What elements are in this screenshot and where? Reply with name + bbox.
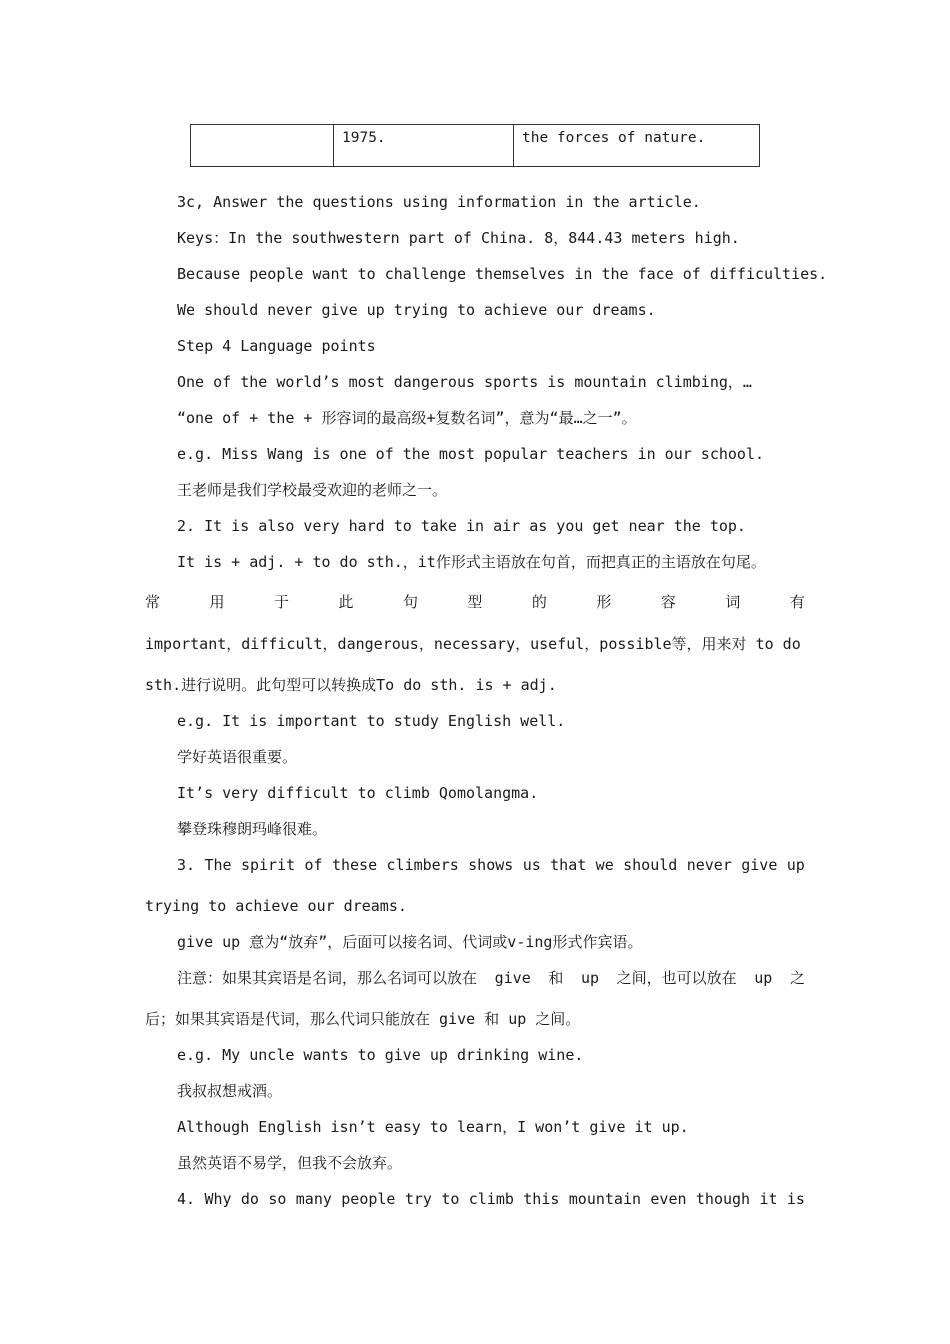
- word: of: [304, 856, 323, 874]
- example-sentence: Although English isn’t easy to learn，I won’t give it up.: [177, 1118, 689, 1136]
- word: should: [623, 856, 678, 874]
- translation: 我叔叔想戒酒。: [177, 1082, 283, 1100]
- justified-line: [177, 855, 805, 875]
- translation: 王老师是我们学校最受欢迎的老师之一。: [177, 481, 448, 499]
- word: 有: [789, 593, 805, 611]
- example-sentence: It’s very difficult to climb Qomolangma.: [177, 784, 539, 802]
- word: 的: [531, 593, 547, 611]
- word: to: [441, 1190, 460, 1208]
- word: never: [686, 856, 732, 874]
- word: do: [240, 1190, 259, 1208]
- example-sentence: e.g. It is important to study English well.: [177, 712, 566, 730]
- word: mountain: [568, 1190, 642, 1208]
- word: 之间，也可以放在: [616, 969, 737, 987]
- answer-line: We should never give up trying to achieve our dreams.: [177, 301, 656, 319]
- table-fragment: [190, 124, 760, 167]
- exercise-heading: 3c, Answer the questions using information in the article.: [177, 193, 701, 211]
- answer-line: Because people want to challenge themselves in the face of difficulties.: [177, 265, 828, 283]
- table-row: [191, 125, 760, 167]
- grammar-note: It is + adj. + to do sth.，it作形式主语放在句首，而把真正的主语放在句尾。: [177, 553, 766, 571]
- grammar-note: “one of + the + 形容词的最高级+复数名词”，意为“最…之一”。: [177, 409, 637, 427]
- word: give: [741, 856, 778, 874]
- word: 和: [548, 969, 564, 987]
- word: shows: [468, 856, 514, 874]
- word: 3.: [177, 856, 196, 874]
- word: so: [268, 1190, 287, 1208]
- point-heading-cont: trying to achieve our dreams.: [145, 897, 407, 915]
- word: this: [523, 1190, 560, 1208]
- word: up: [580, 969, 600, 987]
- word: 形: [596, 593, 612, 611]
- grammar-note: important，difficult，dangerous，necessary，useful，possible等，用来对 to do: [145, 635, 801, 653]
- word: us: [522, 856, 541, 874]
- table-cell: [191, 125, 334, 167]
- word: many: [295, 1190, 332, 1208]
- word: though: [695, 1190, 751, 1208]
- translation: 虽然英语不易学，但我不会放弃。: [177, 1154, 403, 1172]
- translation: 学好英语很重要。: [177, 748, 298, 766]
- word: we: [595, 856, 614, 874]
- word: 常: [145, 593, 161, 611]
- example-sentence: e.g. Miss Wang is one of the most popular teachers in our school.: [177, 445, 764, 463]
- word: 型: [467, 593, 483, 611]
- word: 容: [660, 593, 676, 611]
- word: people: [341, 1190, 396, 1208]
- justified-line: [177, 1189, 805, 1209]
- word: 词: [725, 593, 741, 611]
- table-cell: 1975.: [334, 125, 514, 167]
- point-heading: 2. It is also very hard to take in air as you get near the top.: [177, 517, 746, 535]
- word: is: [786, 1190, 805, 1208]
- grammar-note: give up 意为“放弃”，后面可以接名词、代词或v-ing形式作宾语。: [177, 933, 643, 951]
- word: 此: [338, 593, 354, 611]
- word: spirit: [240, 856, 296, 874]
- word: it: [759, 1190, 778, 1208]
- word: up: [786, 856, 805, 874]
- word: climbers: [386, 856, 459, 874]
- word: even: [650, 1190, 687, 1208]
- word: 之: [789, 969, 805, 987]
- table-cell: the forces of nature.: [514, 125, 760, 167]
- word: 用: [209, 593, 225, 611]
- word: The: [204, 856, 232, 874]
- word: these: [331, 856, 378, 874]
- word: 4.: [177, 1190, 196, 1208]
- justified-line: [145, 592, 805, 612]
- grammar-note: 后；如果其宾语是代词，那么代词只能放在 give 和 up 之间。: [145, 1010, 581, 1028]
- answer-keys: Keys：In the southwestern part of China. 8，844.43 meters high.: [177, 229, 740, 247]
- translation: 攀登珠穆朗玛峰很难。: [177, 820, 328, 838]
- word: climb: [468, 1190, 514, 1208]
- word: 句: [402, 593, 418, 611]
- grammar-note: sth.进行说明。此句型可以转换成To do sth. is + adj.: [145, 676, 557, 694]
- example-sentence: e.g. My uncle wants to give up drinking wine.: [177, 1046, 584, 1064]
- example-sentence: One of the world’s most dangerous sports is mountain climbing，…: [177, 373, 752, 391]
- word: give: [494, 969, 531, 987]
- word: Why: [204, 1190, 232, 1208]
- word: that: [550, 856, 587, 874]
- step-heading: Step 4 Language points: [177, 337, 376, 355]
- word: up: [754, 969, 773, 987]
- word: 注意：如果其宾语是名词，那么名词可以放在: [177, 969, 478, 987]
- word: 于: [273, 593, 289, 611]
- word: try: [404, 1190, 432, 1208]
- justified-line: [177, 968, 805, 988]
